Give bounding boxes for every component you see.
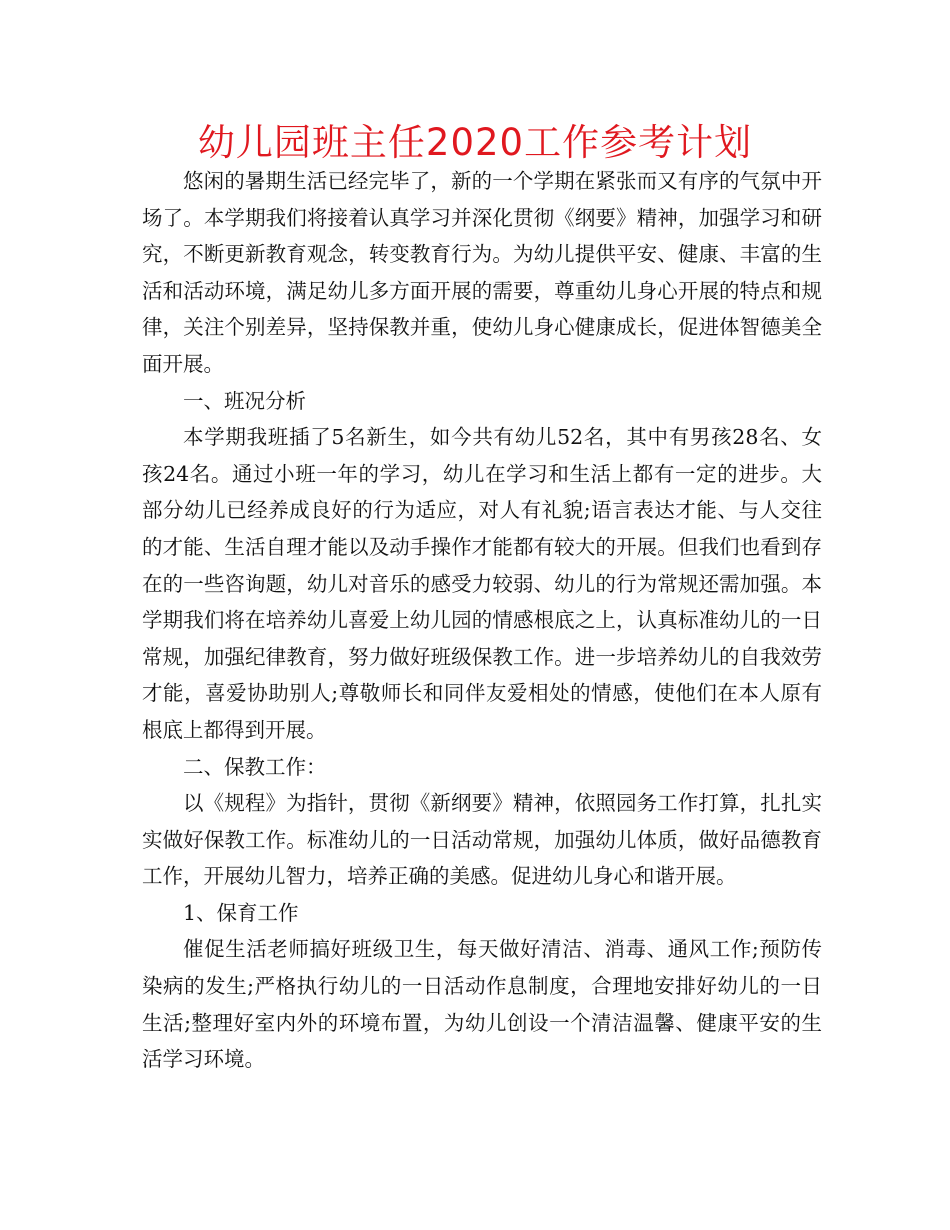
- paragraph-class-analysis: 本学期我班插了5名新生，如今共有幼儿52名，其中有男孩28名、女孩24名。通过小班一年的学习，幼儿在学习和生活上都有一定的进步。大部分幼儿已经养成良好的行为适应，对人有礼貌;语言表达才能、与人交往的才能、生活自理才能以及动手操作才能都有较大的开展。但我们也看到存在的一些咨询题，幼儿对音乐的感受力较弱、幼儿的行为常规还需加强。本学期我们将在培养幼儿喜爱上幼儿园的情感根底之上，认真标准幼儿的一日常规，加强纪律教育，努力做好班级保教工作。进一步培养幼儿的自我效劳才能，喜爱协助别人;尊敬师长和同伴友爱相处的情感，使他们在本人原有根底上都得到开展。: [142, 425, 822, 742]
- paragraph-nursing-work: 催促生活老师搞好班级卫生，每天做好清洁、消毒、通风工作;预防传染病的发生;严格执行幼儿的一日活动作息制度，合理地安排好幼儿的一日生活;整理好室内外的环境布置，为幼儿创设一个清洁温馨、健康平安的生活学习环境。: [142, 937, 822, 1072]
- heading-care-education: 二、保教工作：: [183, 754, 327, 779]
- heading-nursing-work: 1、保育工作: [183, 900, 299, 925]
- heading-class-analysis: 一、班况分析: [183, 388, 306, 413]
- document-body: [142, 163, 822, 1078]
- paragraph-care-education: 以《规程》为指针，贯彻《新纲要》精神，依照园务工作打算，扎扎实实做好保教工作。标准幼儿的一日活动常规，加强幼儿体质，做好品德教育工作，开展幼儿智力，培养正确的美感。促进幼儿身心和谐开展。: [142, 791, 822, 889]
- document-title: 幼儿园班主任2020工作参考计划: [197, 121, 753, 164]
- paragraph-intro: 悠闲的暑期生活已经完毕了，新的一个学期在紧张而又有序的气氛中开场了。本学期我们将接着认真学习并深化贯彻《纲要》精神，加强学习和研究，不断更新教育观念，转变教育行为。为幼儿提供平安、健康、丰富的生活和活动环境，满足幼儿多方面开展的需要，尊重幼儿身心开展的特点和规律，关注个别差异，坚持保教并重，使幼儿身心健康成长，促进体智德美全面开展。: [142, 169, 822, 376]
